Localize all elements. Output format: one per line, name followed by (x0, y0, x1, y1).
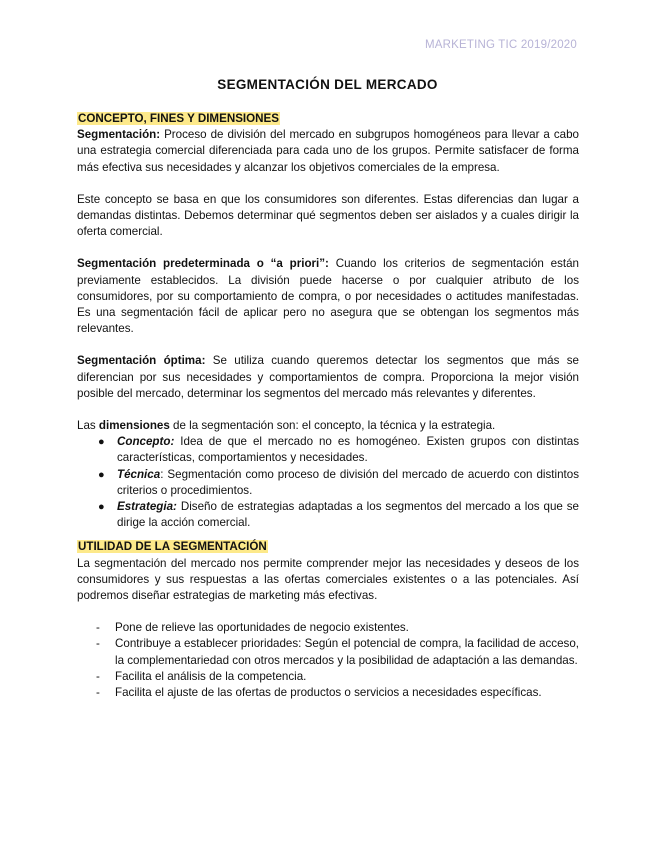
dimensions-intro: Las dimensiones de la segmentación son: el concepto, la técnica y la estrategia. (77, 419, 496, 433)
utility-intro: La segmentación del mercado nos permite comprender mejor las necesidades y deseos de los consumidores y sus respuestas a las ofertas comerciales existentes o a las potenciales. Así podremos diseñar estrategias de marketing más efectivas. (77, 556, 579, 603)
optimal-paragraph: Segmentación óptima: Se utiliza cuando queremos detectar los segmentos que más se diferencian por sus necesidades y comportamientos de compra. Proporciona la mejor visión posible del mercado, determinar los segmentos del mercado más relevantes y diferentes. (77, 354, 579, 400)
section-heading-utilidad: UTILIDAD DE LA SEGMENTACIÓN (78, 540, 267, 554)
utility-list (77, 620, 579, 701)
dimensions-list (77, 434, 579, 531)
list-item: - Pone de relieve las oportunidades de negocio existentes. (77, 620, 579, 636)
dash-icon: - (96, 621, 100, 635)
list-item: - Contribuye a establecer prioridades: Según el potencial de compra, la facilidad de acceso, la complementariedad con otros mercados y la posibilidad de adaptación a las demandas. (96, 637, 579, 667)
list-item: ● Estrategia: Diseño de estrategias adaptadas a los segmentos del mercado a los que se dirige la acción comercial. (98, 500, 579, 530)
page-title: SEGMENTACIÓN DEL MERCADO (217, 77, 438, 92)
predetermined-paragraph: Segmentación predeterminada o “a priori”: Cuando los criterios de segmentación están previamente establecidos. La división puede hacerse o por cualquier atributo de los consumidores, por su comportamiento de compra, o por necesidades o actitudes manifestadas. Es una segmentación fácil de aplicar pero no asegura que se obtengan los segmentos más relevantes. (77, 257, 579, 336)
concept-paragraph: Este concepto se basa en que los consumidores son diferentes. Estas diferencias dan lugar a demandas distintas. Debemos determinar qué segmentos deben ser aislados y a cuales dirigir la oferta comercial. (77, 192, 579, 239)
list-item: - Facilita el análisis de la competencia. (77, 669, 579, 685)
list-item: ● Concepto: Idea de que el mercado no es homogéneo. Existen grupos con distintas características, comportamientos y necesidades. (98, 435, 579, 465)
definition-paragraph: Segmentación: Proceso de división del mercado en subgrupos homogéneos para llevar a cabo una estrategia comercial diferenciada para cada uno de los grupos. Permite satisfacer de forma más efectiva sus necesidades y alcanzar los objetivos comerciales de la empresa. (77, 128, 579, 174)
document-body (77, 111, 579, 701)
predetermined-term: Segmentación predeterminada o “a priori”: (77, 257, 329, 271)
bullet-icon: ● (98, 468, 105, 481)
dash-icon: - (96, 686, 100, 700)
bullet-icon: ● (98, 501, 105, 514)
course-header: MARKETING TIC 2019/2020 (424, 39, 577, 51)
bullet-icon: ● (98, 436, 105, 449)
list-item: ● Técnica: Segmentación como proceso de división del mercado de acuerdo con distintos criterios o procedimientos. (98, 467, 579, 497)
section-heading-concepto: CONCEPTO, FINES Y DIMENSIONES (78, 112, 279, 125)
list-item: - Facilita el ajuste de las ofertas de productos o servicios a necesidades específicas. (77, 685, 579, 701)
dash-icon: - (96, 669, 100, 683)
definition-term: Segmentación: (77, 128, 161, 142)
dash-icon: - (96, 637, 100, 651)
optimal-term: Segmentación óptima: (77, 354, 206, 368)
